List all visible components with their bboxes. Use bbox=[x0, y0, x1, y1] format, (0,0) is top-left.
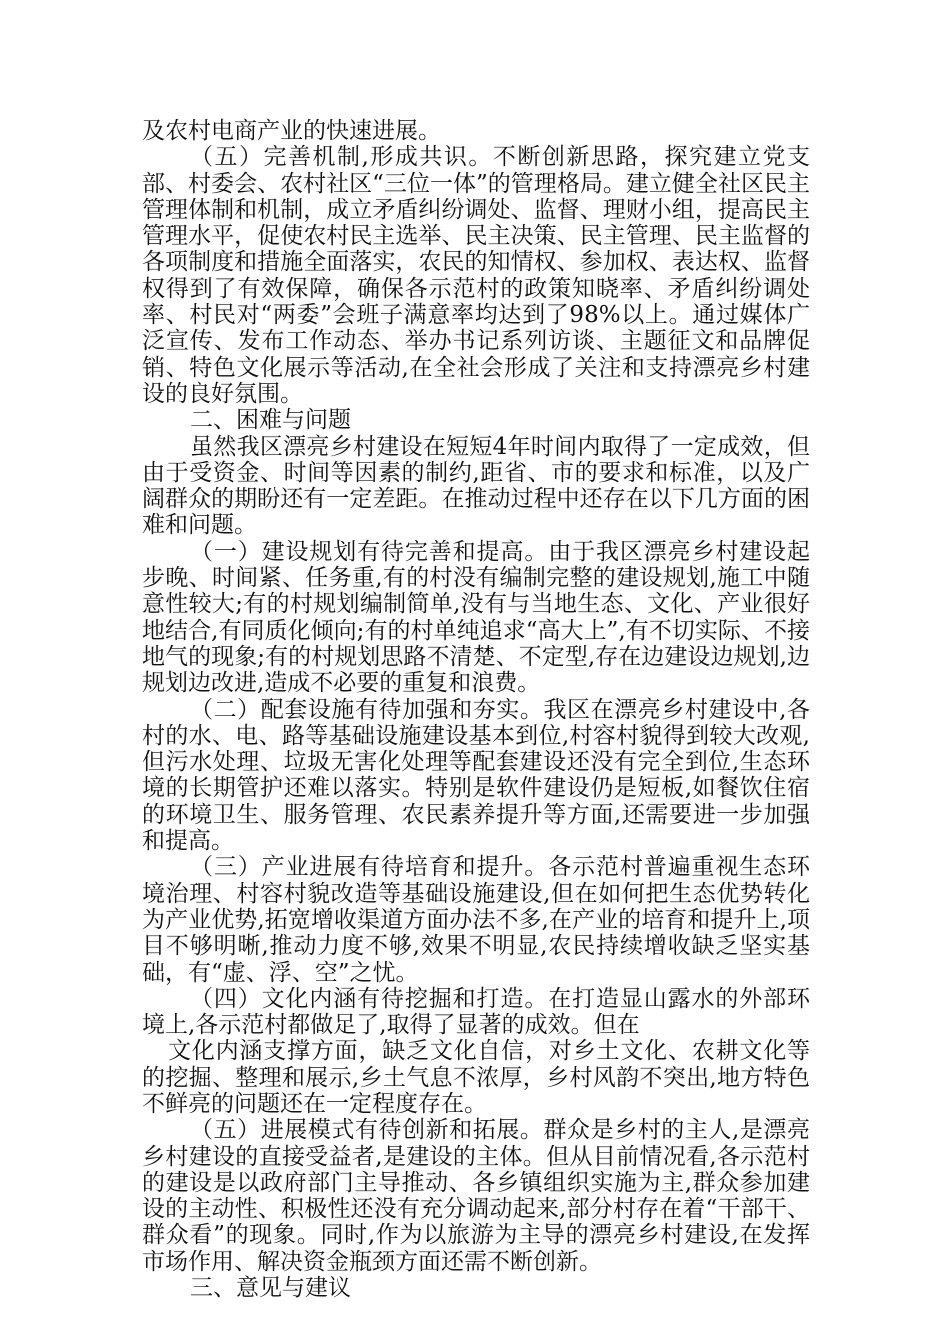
paragraph-planning: （一）建设规划有待完善和提高。由于我区漂亮乡村建设起步晚、时间紧、任务重,有的村没有编制完整的建设规划,施工中随意性较大;有的村规划编制简单,没有与当地生态、文化、产业很好地结合,有同质化倾向;有的村单纯追求“高大上”,有不切实际、不接地气的现象;有的村规划思路不清楚、不定型,存在边建设边规划,边规划边改进,造成不必要的重复和浪费。 bbox=[142, 538, 810, 697]
section-heading-difficulties: 二、困难与问题 bbox=[190, 407, 351, 434]
paragraph-industry: （三）产业进展有待培育和提升。各示范村普遍重视生态环境治理、村容村貌改造等基础设施建设,但在如何把生态优势转化为产业优势,拓宽增收渠道方面办法不多,在产业的培育和提升上,项目不够明晰,推动力度不够,效果不明显,农民持续增收缺乏坚实基础，有“虚、浮、空”之忧。 bbox=[142, 854, 810, 986]
document-page bbox=[142, 118, 810, 1301]
section-heading-suggestions: 三、意见与建议 bbox=[190, 1275, 351, 1302]
paragraph-difficulties-intro: 虽然我区漂亮乡村建设在短短4年时间内取得了一定成效，但由于受资金、时间等因素的制约,距省、市的要求和标准，以及广阔群众的期盼还有一定差距。在推动过程中还存在以下几方面的困难和问题。 bbox=[142, 433, 810, 539]
paragraph-continuation: 及农村电商产业的快速进展。 bbox=[142, 118, 441, 144]
paragraph-culture: （四）文化内涵有待挖掘和打造。在打造显山露水的外部环境上,各示范村都做足了,取得了显著的成效。但在 bbox=[142, 985, 810, 1039]
paragraph-mechanism: （五）完善机制,形成共识。不断创新思路，探究建立党支部、村委会、农村社区“三位一体”的管理格局。建立健全社区民主管理体制和机制，成立矛盾纠纷调处、监督、理财小组，提高民主管理水平，促使农村民主选举、民主决策、民主管理、民主监督的各项制度和措施全面落实，农民的知情权、参加权、表达权、监督权得到了有效保障，确保各示范村的政策知晓率、矛盾纠纷调处率、村民对“两委”会班子满意率均达到了98%以上。通过媒体广泛宣传、发布工作动态、举办书记系列访谈、主题征文和品牌促销、特色文化展示等活动,在全社会形成了关注和支持漂亮乡村建设的良好氛围。 bbox=[142, 144, 810, 407]
paragraph-development-model: （五）进展模式有待创新和拓展。群众是乡村的主人,是漂亮乡村建设的直接受益者,是建设的主体。但从目前情况看,各示范村的建设是以政府部门主导推动、各乡镇组织实施为主,群众参加建设的主动性、积极性还没有充分调动起来,部分村存在着“干部干、群众看”的现象。同时,作为以旅游为主导的漂亮乡村建设,在发挥市场作用、解决资金瓶颈方面还需不断创新。 bbox=[142, 1117, 810, 1275]
paragraph-culture-continued: 文化内涵支撑方面，缺乏文化自信，对乡土文化、农耕文化等的挖掘、整理和展示,乡土气息不浓厚，乡村风韵不突出,地方特色不鲜亮的问题还在一定程度存在。 bbox=[142, 1038, 810, 1117]
paragraph-facilities: （二）配套设施有待加强和夯实。我区在漂亮乡村建设中,各村的水、电、路等基础设施建设基本到位,村容村貌得到较大改观,但污水处理、垃圾无害化处理等配套建设还没有完全到位,生态环境的长期管护还难以落实。特别是软件建设仍是短板,如餐饮住宿的环境卫生、服务管理、农民素养提升等方面,还需要进一步加强和提高。 bbox=[142, 696, 810, 855]
